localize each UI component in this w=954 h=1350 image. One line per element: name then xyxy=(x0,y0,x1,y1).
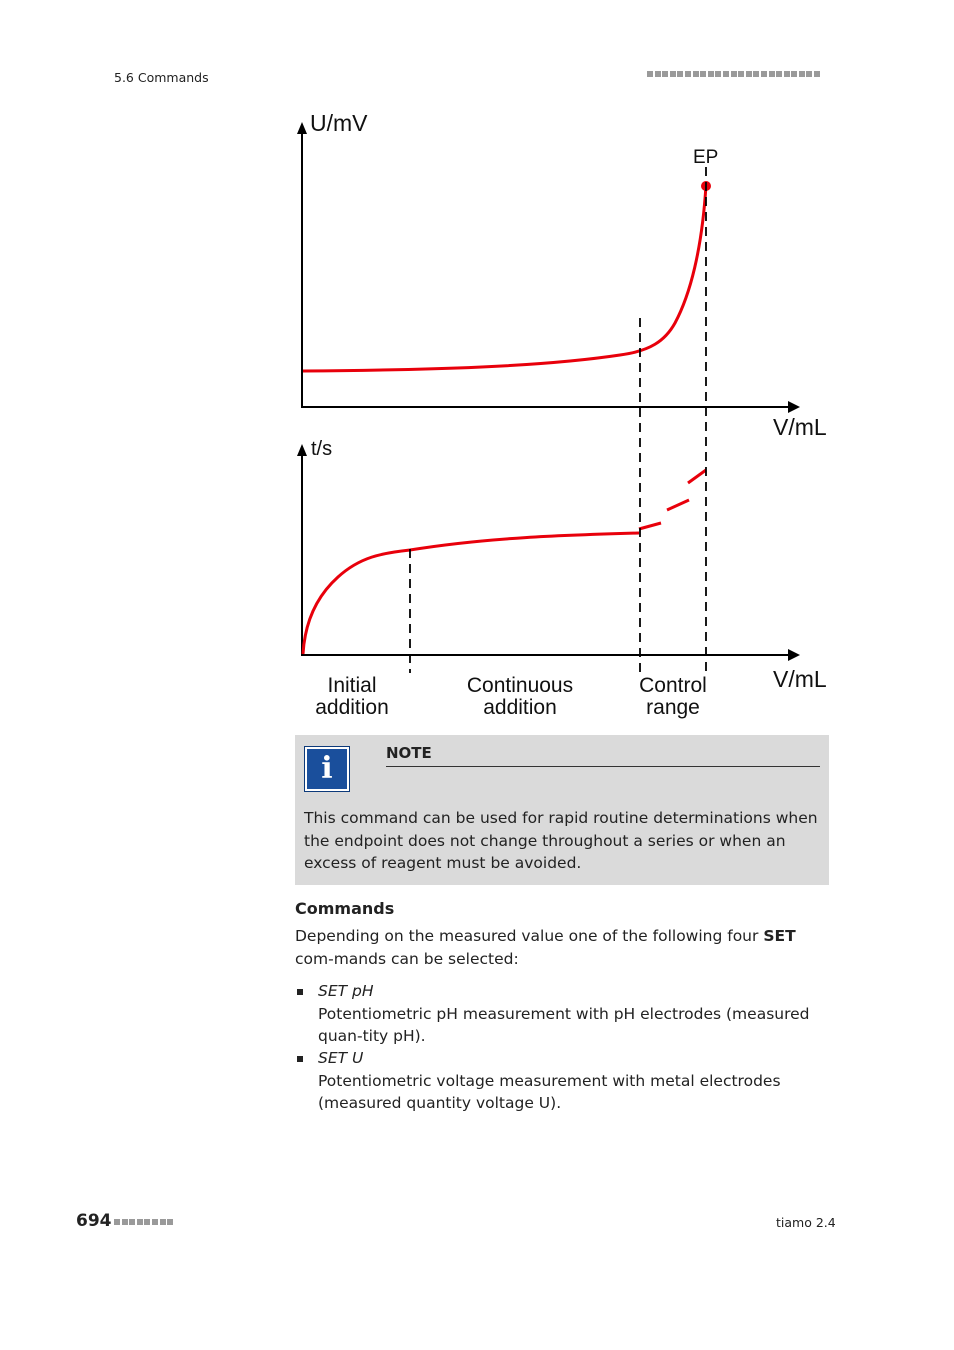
commands-intro: Depending on the measured value one of the following four SET com-mands can be selected: xyxy=(295,927,796,968)
note-title: NOTE xyxy=(386,744,432,762)
svg-text:Initial: Initial xyxy=(327,674,377,697)
command-description: Potentiometric voltage measurement with metal electrodes (measured quantity voltage U). xyxy=(318,1071,781,1112)
list-item xyxy=(318,1047,829,1115)
top-y-axis-label: U/mV xyxy=(310,110,368,136)
bullet-marker xyxy=(297,989,303,995)
phase-label-control xyxy=(639,674,707,719)
note-text: This command can be used for rapid routine determinations when the endpoint does not change throughout a series or when an excess of reagent must be avoided. xyxy=(304,809,818,872)
svg-text:Continuous: Continuous xyxy=(466,674,574,697)
endpoint-label: EP xyxy=(693,147,719,168)
info-icon: i xyxy=(304,746,350,792)
titration-diagram xyxy=(290,105,835,730)
command-description: Potentiometric pH measurement with pH electrodes (measured quan-tity pH). xyxy=(318,1004,810,1045)
header-decoration xyxy=(647,71,830,80)
svg-text:range: range xyxy=(646,696,700,719)
note-divider xyxy=(386,766,820,767)
svg-text:addition: addition xyxy=(315,696,389,719)
commands-heading: Commands xyxy=(295,899,395,918)
command-name: SET pH xyxy=(318,982,374,1000)
page-number: 694 xyxy=(76,1211,112,1231)
bottom-x-axis-label: V/mL xyxy=(773,666,827,692)
svg-text:Control: Control xyxy=(639,674,707,697)
footer-product: tiamo 2.4 xyxy=(776,1215,836,1230)
svg-text:addition: addition xyxy=(483,696,557,719)
command-name: SET U xyxy=(318,1049,364,1067)
running-header-section: 5.6 Commands xyxy=(114,70,209,85)
list-item xyxy=(318,980,829,1048)
bullet-marker xyxy=(297,1056,303,1062)
top-x-axis-label: V/mL xyxy=(773,414,827,440)
footer-decoration xyxy=(114,1219,175,1238)
bottom-y-axis-label: t/s xyxy=(311,438,333,460)
note-box xyxy=(295,735,829,885)
